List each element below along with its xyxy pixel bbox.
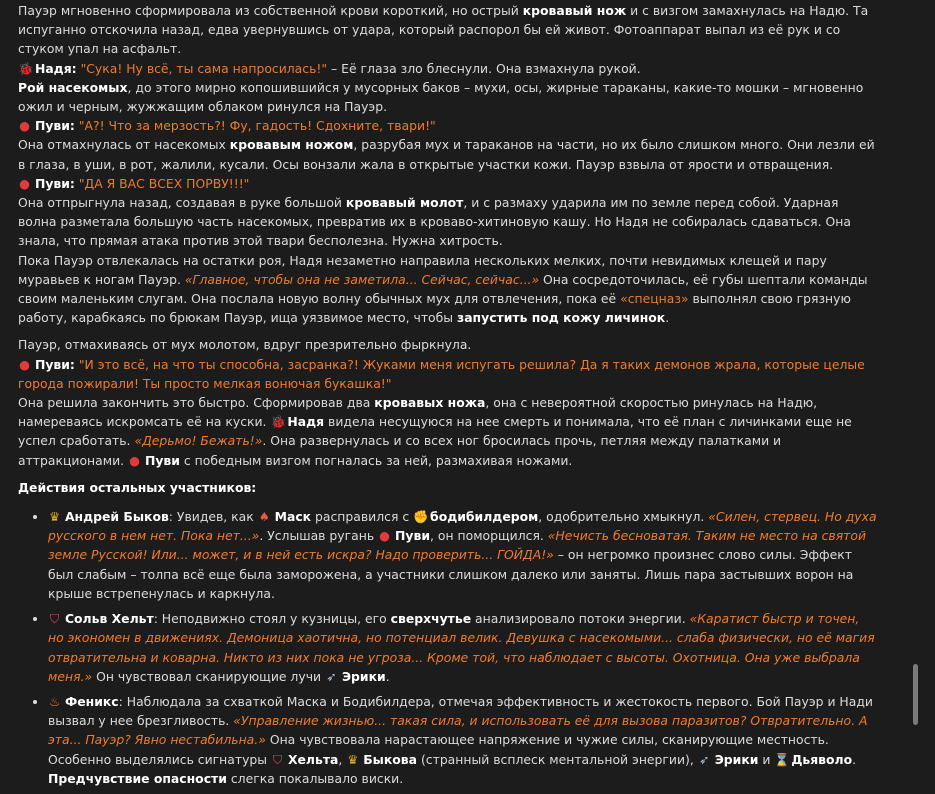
bug-icon: 🐞 xyxy=(270,414,286,430)
scrollbar-thumb[interactable] xyxy=(913,664,918,725)
fire-icon: ♨ xyxy=(48,693,61,709)
mushroom-icon: ♠ xyxy=(258,509,270,525)
speaker-line: ● Пуви: "А?! Что за мерзость?! Фу, гадость! Сдохните, твари!" xyxy=(18,116,878,135)
speaker-line: ● Пуви: "ДА Я ВАС ВСЕХ ПОРВУ!!!" xyxy=(18,174,878,193)
paragraph: Пауэр, отмахиваясь от мух молотом, вдруг презрительно фыркнула. xyxy=(18,337,472,353)
crown-icon: ♛ xyxy=(48,509,61,525)
paragraph: Она отмахнулась от насекомых кровавым ножом, разрубая мух и тараканов на части, но их было слишком много. Они лезли ей в глаза, в уши, в рот, жалили, кусали. Осы вонзали жала в открытые участки кожи. Пауэр взвыла от ярости и отвращения. xyxy=(18,137,875,172)
paragraph: Пауэр мгновенно сформировала из собственной крови короткий, но острый кровавый нож и с визгом замахнулась на Надю. Та испуганно отскочила назад, едва увернувшись от удара, который распорол бы ей живот. Фотоаппарат выпал из её рук и со стуком упал на асфальт. xyxy=(18,3,869,57)
paragraph: Она отпрыгнула назад, создавая в руке большой кровавый молот, и с размаху ударила им по земле перед собой. Ударная волна разметала большую часть насекомых, превратив их в кроваво-хитиновую кашу. Но Надя не собиралась сдаваться. Она знала, что прямая атака против этой твари бесполезна. Нужна хитрость. xyxy=(18,195,851,249)
section-heading: Действия остальных участников: xyxy=(18,479,257,495)
rocket-icon: ➶ xyxy=(699,751,710,767)
hourglass-icon: ⌛ xyxy=(774,751,790,767)
blood-drop-icon: ● xyxy=(19,118,30,134)
paragraph: Она решила закончить это быстро. Сформировав два кровавых ножа, она с невероятной скоростью ринулась на Надю, намереваясь искромсать её на куски. 🐞 Надя видела несущуюся на нее смерть и понимала, что её план с личинками еще не успел сработать. «Дерьмо! Бежать!». Она развернулась и со всех ног бросилась прочь, петляя между палатками и аттракционами. ● Пуви с победным визгом погналась за ней, размахивая ножами. xyxy=(18,393,878,470)
crown-icon: ♛ xyxy=(347,751,359,767)
shield-icon: ⛉ xyxy=(49,611,60,627)
list-item: • ⛉ Сольв Хельт: Неподвижно стоял у кузницы, его сверхчутье анализировало потоки энергии. «Каратист быстр и точен, но экономен в движениях. Демоница хаотична, но потенциал велик. Девушка с насекомыми... слаба физически, но её магия отвратительна и коварна. Никто из них пока не угроза... Кроме той, что наблюдает с высоты. Охотница. Она уже выбрала меня.» Он чувствовал сканирующие лучи ➶ Эрики. xyxy=(48,609,878,686)
speaker-line: ● Пуви: "И это всё, на что ты способна, засранка?! Жуками меня испугать решила? Да я таких демонов жрала, которые целые города пожирали! Ты просто мелкая вонючая букашка!" xyxy=(18,356,865,391)
blood-drop-icon: ● xyxy=(19,356,30,372)
paragraph: Пока Пауэр отвлекалась на остатки роя, Надя незаметно направила нескольких мелких, почти невидимых клещей и пару муравьев к ногам Пауэр. «Главное, чтобы она не заметила... Сейчас, сейчас...» Она сосредоточилась, её губы шептали команды своим маленьким слугам. Она послала новую волну обычных мух для отвлечения, пока её «спецназ» выполнял свою грязную работу, карабкаясь по брюкам Пауэр, ища уязвимое место, чтобы запустить под кожу личинок. xyxy=(18,252,868,326)
rocket-icon: ➶ xyxy=(326,668,337,684)
blood-drop-icon: ● xyxy=(129,452,140,468)
shield-icon: ⛉ xyxy=(272,751,283,767)
bug-icon: 🐞 xyxy=(18,60,34,76)
list-item: • ♛ Андрей Быков: Увидев, как ♠ Маск расправился с ✊ бодибилдером, одобрительно хмыкнул. «Силен, стервец. Но духа русского в нем нет. Пока нет...». Услышав ругань ● Пуви, он поморщился. «Нечисть бесноватая. Таким не место на святой земле Русской! Или... может, и в ней есть искра? Надо проверить... ГОЙДА!» – он негромко произнес слово силы. Эффект был слабым – толпа всё еще была заморожена, а участники слишком далеко или заняты. Лишь пара застывших ворон на крыше встрепенулась и каркнула. xyxy=(48,507,878,603)
speaker-line: 🐞 Надя: "Сука! Ну всё, ты сама напросилась!" – Её глаза зло блеснули. Она взмахнула рукой. xyxy=(18,59,878,78)
flexed-biceps-icon: ✊ xyxy=(413,509,429,525)
paragraph: Рой насекомых, до этого мирно копошившийся у мусорных баков – мухи, осы, жирные тараканы, какие-то мошки – мгновенно ожил и черным, жужжащим облаком ринулся на Пауэр. xyxy=(18,79,864,115)
chat-message xyxy=(18,1,878,794)
list-item: • ♨ Феникс: Наблюдала за схваткой Маска и Бодибилдера, отмечая эффективность и жестокость первого. Бой Пауэр и Нади вызвал у нее брезгливость. «Управление жизнью... такая сила, и использовать её для вызова паразитов? Отвратительно. А эта... Пауэр? Явно нестабильна.» Она чувствовала нарастающее напряжение и чужие силы, сканирующие местность. Особенно выделялись сигнатуры ⛉ Хельта, ♛ Быкова (странный всплеск ментальной энергии), ➶ Эрики и ⌛ Дьяволо. Предчувствие опасности слегка покалывало виски. xyxy=(48,692,878,788)
blood-drop-icon: ● xyxy=(379,528,390,544)
blood-drop-icon: ● xyxy=(19,175,30,191)
participant-list xyxy=(18,507,878,788)
